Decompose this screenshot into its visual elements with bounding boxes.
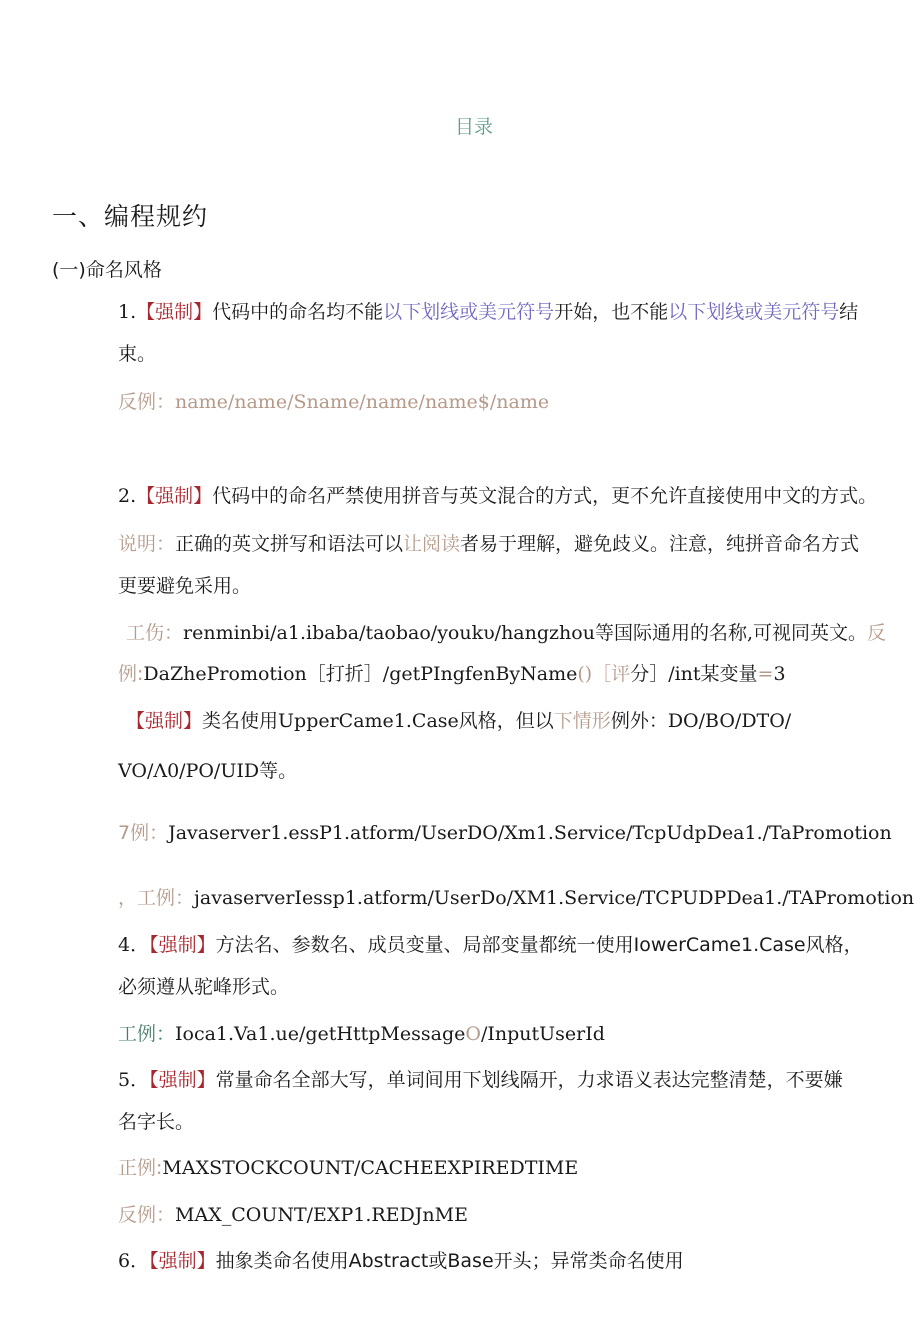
rule-1-text-c: 结 [839, 301, 859, 323]
rule-3-example-2 [118, 886, 914, 910]
rule-3-line-2: VO/Λ0/PO/UID等。 [118, 760, 298, 782]
rule-2-example-1-label: 工伤： [126, 622, 184, 644]
rule-2-example-2-e: 3 [773, 663, 786, 685]
rule-1-tag: 【强制】 [136, 301, 213, 323]
rule-4-example-b: O [465, 1023, 481, 1045]
rule-5-example-1 [118, 1156, 578, 1180]
rule-3-text-b: 例外：DO/BO/DTO/ [610, 710, 792, 732]
rule-2-example-2-a: DaZhePromotion［打折］/getPIngfenByName [143, 663, 578, 685]
rule-2-note-a: 正确的英文拼写和语法可以 [175, 533, 404, 555]
rule-4-example-a: Ioca1.Va1.ue/getHttpMessage [175, 1023, 466, 1045]
rule-2-example-1-text: renminbi/a1.ibaba/taobao/youkυ/hangzhou等国际通用的名称,可视同英文。 [183, 622, 867, 644]
rule-2-note-cont: 更要避免采用。 [118, 575, 252, 597]
rule-3-example-1 [118, 821, 892, 845]
rule-1-line-2: 束。 [118, 343, 157, 365]
rule-4-line-1 [118, 933, 863, 957]
rule-4-text: 方法名、参数名、成员变量、局部变量都统一使用IowerCame1.Case风格， [215, 934, 863, 956]
rule-2-note-label: 说明： [118, 533, 176, 555]
rule-1-highlight-1: 以下划线或美元符号 [383, 301, 555, 323]
rule-5-example-1-label: 正例: [118, 1157, 163, 1179]
rule-2-example-2-c: 分］/int某变量 [630, 663, 758, 685]
toc-title: 目录 [454, 116, 493, 138]
rule-2-note-highlight: 让阅读 [403, 533, 461, 555]
heading-naming-style: (一)命名风格 [52, 259, 162, 281]
rule-1-example-text: name/name/Sname/name/name$/name [175, 391, 550, 413]
rule-5-line-1 [118, 1068, 843, 1092]
rule-5-example-2-label: 反例： [118, 1204, 176, 1226]
rule-6-text: 抽象类命名使用Abstract或Base开头；异常类命名使用 [215, 1250, 684, 1272]
rule-2-example-1 [126, 621, 886, 645]
rule-2-example-2 [118, 662, 786, 686]
rule-6-number: 6． [118, 1250, 150, 1272]
rule-5-example-2-text: MAX_COUNT/EXP1.REDJnME [175, 1204, 468, 1226]
rule-2-note-b: 者易于理解，避免歧义。注意，纯拼音命名方式 [460, 533, 860, 555]
rule-1-example-label: 反例： [118, 391, 176, 413]
rule-1-line-1 [118, 300, 858, 324]
rule-3-line-1 [126, 709, 791, 733]
rule-5-tag: 【强制】 [149, 1069, 216, 1091]
rule-5-number: 5． [118, 1069, 150, 1091]
rule-3-tag: 【强制】 [126, 710, 203, 732]
rule-3-highlight: 下情形 [553, 710, 611, 732]
rule-5-line-2: 名字长。 [118, 1111, 195, 1133]
rule-1-example [118, 390, 549, 414]
rule-3-text-a: 类名使用UpperCame1.Case风格，但以 [202, 710, 554, 732]
rule-2-note [118, 532, 859, 556]
rule-2-number: 2. [118, 485, 137, 507]
rule-1-number: 1. [118, 301, 137, 323]
rule-6-line-1 [118, 1249, 684, 1273]
rule-2-text: 代码中的命名严禁使用拼音与英文混合的方式，更不允许直接使用中文的方式。 [212, 485, 878, 507]
rule-6-tag: 【强制】 [149, 1250, 216, 1272]
rule-2-tag: 【强制】 [136, 485, 213, 507]
rule-4-number: 4． [118, 934, 150, 956]
rule-4-line-2: 必须遵从驼峰形式。 [118, 976, 290, 998]
rule-5-text: 常量命名全部大写，单词间用下划线隔开，力求语义表达完整清楚，不要嫌 [215, 1069, 843, 1091]
rule-3-example-1-label: 7例： [118, 822, 169, 844]
rule-2-example-2-label: 例: [118, 663, 144, 685]
rule-4-tag: 【强制】 [149, 934, 216, 956]
rule-2-line-1 [118, 484, 877, 508]
rule-3-example-2-label: ，工例： [118, 887, 195, 909]
rule-3-example-1-text: Javaserver1.essP1.atform/UserDO/Xm1.Service/TcpUdpDea1./TaPromotion [168, 822, 892, 844]
rule-1-text-b: 开始，也不能 [554, 301, 669, 323]
rule-2-example-2-b: ()［评 [577, 663, 631, 685]
rule-2-example-1-tail: 反 [867, 622, 887, 644]
rule-5-example-1-text: MAXSTOCKCOUNT/CACHEEXPIREDTIME [162, 1157, 579, 1179]
rule-1-text-a: 代码中的命名均不能 [212, 301, 384, 323]
heading-programming-conventions: 一、编程规约 [52, 202, 209, 231]
rule-1-highlight-2: 以下划线或美元符号 [668, 301, 840, 323]
rule-4-example-c: /InputUserId [480, 1023, 605, 1045]
rule-4-example-label: 工例： [118, 1023, 176, 1045]
rule-2-example-2-d: = [757, 663, 774, 685]
rule-5-example-2 [118, 1203, 468, 1227]
rule-3-example-2-text: javaserverIessp1.atform/UserDo/XM1.Service/TCPUDPDea1./TAPromotion [194, 887, 915, 909]
rule-4-example [118, 1022, 605, 1046]
